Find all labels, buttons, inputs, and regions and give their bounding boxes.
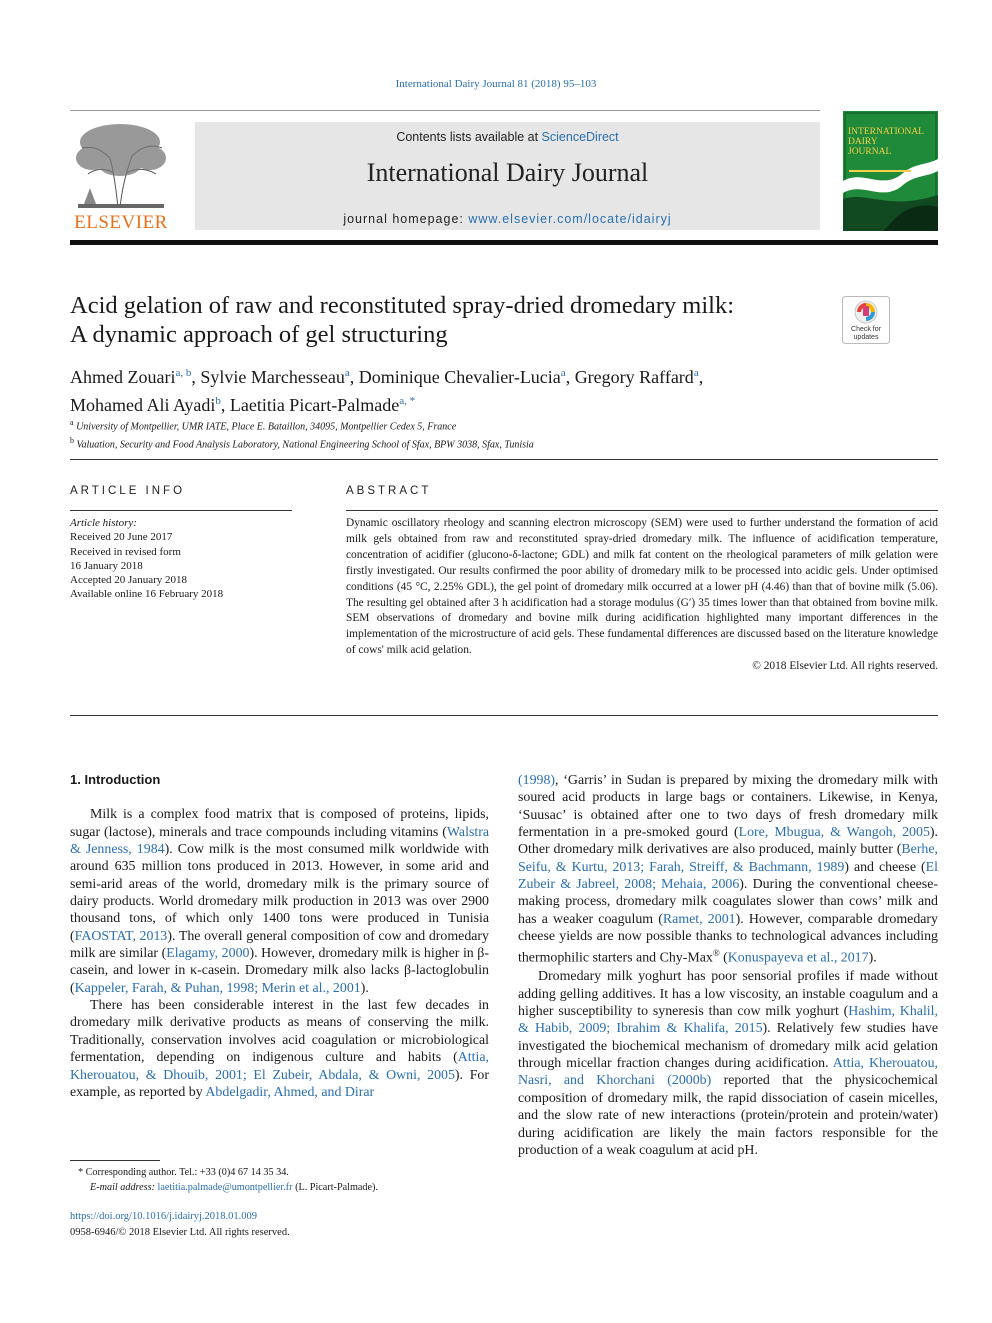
cover-title <box>848 127 934 157</box>
sciencedirect-link[interactable]: ScienceDirect <box>541 130 619 144</box>
text-run: ). However, dromedary milk is higher in β-casein, and lower in κ-casein. Dromedary milk also lacks β-lactoglobulin ( <box>70 946 489 996</box>
journal-name: International Dairy Journal <box>366 158 649 187</box>
history-item: Received 20 June 2017 <box>70 531 173 544</box>
text-run: ). Relatively few studies have investigated the biochemical mechanism of dromedary milk acid gelation through micellar fraction changes during acidification. <box>518 1021 938 1072</box>
citation-link[interactable]: Ramet, 2001 <box>662 911 736 927</box>
divider <box>346 510 938 511</box>
text-run: ). During the conventional cheese-making process, dromedary milk coagulates slower than cows’ milk and has a weaker coagulum ( <box>518 877 938 927</box>
text-run: ). Cow milk is the most consumed milk worldwide with around 635 million tons produced in 2013. However, in some arid and semi-arid areas of the world, dromedary milk is the primary source of dairy products. World dromedary milk production in 2013 was over 2900 thousand tons, of which only 1400 tons were produced in Tunisia ( <box>70 842 489 944</box>
email-line <box>70 1180 500 1195</box>
citation-link[interactable]: Hashim, Khalil, & Habib, 2009; Ibrahim & Khalifa, 2015 <box>518 1004 939 1037</box>
author[interactable]: Mohamed Ali Ayadi$^b$, <box>70 395 230 415</box>
issn-line: 0958-6946/© 2018 Elsevier Ltd. All rights reserved. <box>70 1227 290 1238</box>
text-run: ). For example, as reported by <box>70 1067 489 1100</box>
footnote <box>70 1165 500 1195</box>
affiliation: $^a$ University of Montpellier, UMR IATE, Place E. Bataillon, 34095, Montpellier Cedex 5, France <box>70 418 457 433</box>
superscript: ® <box>712 948 720 959</box>
citation-link[interactable]: Attia, Kherouatou, & Dhouib, 2001; El Zubeir, Abdala, & Owni, 2005 <box>70 1050 489 1083</box>
cover-title-line3: JOURNAL <box>848 147 892 157</box>
masthead-box <box>195 122 820 230</box>
author[interactable]: Sylvie Marchesseau$^a$, <box>200 367 359 387</box>
cover-title-line2: DAIRY <box>848 137 878 147</box>
citation-link[interactable]: Berhe, Seifu, & Kurtu, 2013; Farah, Streiff, & Bachmann, 1989 <box>518 842 938 875</box>
citation-link[interactable]: Abdelgadir, Ahmed, and Dirar <box>205 1084 375 1100</box>
history-item: Accepted 20 January 2018 <box>70 574 187 587</box>
citation-link[interactable]: (1998) <box>518 773 556 788</box>
text-run: ). <box>868 951 877 967</box>
body-column-right <box>518 772 938 1159</box>
text-run: Dromedary milk yoghurt has poor sensorial profiles if made without adding gelling additives. It has a low viscosity, an instable coagulum and a higher susceptibility to syneresis than cow milk yoghurt ( <box>518 969 938 1020</box>
citation-link[interactable]: Kappeler, Farah, & Puhan, 1998; Merin et al., 2001 <box>74 980 361 996</box>
citation-link[interactable]: Walstra & Jenness, 1984 <box>70 824 489 858</box>
text-run: ). <box>360 980 369 996</box>
cover-title-line1: INTERNATIONAL <box>848 127 924 137</box>
masthead-bottom-rule <box>70 240 938 245</box>
text-run: ). Other dromedary milk derivatives are also produced, mainly butter ( <box>518 825 939 858</box>
paragraph <box>70 997 489 1101</box>
citation-link[interactable]: Konuspayeva et al., 2017 <box>727 951 869 967</box>
citation-link[interactable]: Elagamy, 2000 <box>166 946 250 962</box>
author[interactable]: Laetitia Picart-Palmade$^{a, *}$ <box>229 395 416 415</box>
abstract <box>346 516 938 675</box>
text-run: ). The overall general composition of cow and dromedary milk are similar ( <box>70 928 489 962</box>
text-run: There has been considerable interest in the last few decades in dromedary milk derivative products as means of conserving the milk. Traditionally, conservation involves acid coagulation or microbiological fermentation, depending on indigenous culture and habits ( <box>70 998 489 1066</box>
doi-link[interactable]: https://doi.org/10.1016/j.idairyj.2018.01.009 <box>70 1211 258 1222</box>
masthead-top-rule <box>70 110 820 111</box>
footnote-rule <box>70 1160 160 1161</box>
author-list <box>70 361 830 417</box>
body-column-left <box>70 771 489 1101</box>
email-link[interactable]: laetitia.palmade@umontpellier.fr <box>157 1182 293 1193</box>
elsevier-wordmark: ELSEVIER <box>74 212 168 233</box>
text-run: Milk is a complex food matrix that is composed of proteins, lipids, sugar (lactose), minerals and trace compounds including vitamins ( <box>70 807 489 840</box>
divider <box>70 459 938 460</box>
email-label: E-mail address: <box>90 1182 158 1193</box>
affiliation: $^b$ Valuation, Security and Food Analysis Laboratory, National Engineering School of Sfax, BPW 3038, Sfax, Tunisia <box>70 436 534 451</box>
text-run: ) and cheese ( <box>844 859 926 875</box>
journal-cover-image[interactable] <box>843 111 938 231</box>
text-run: ). However, comparable dromedary cheese yields are now possible thanks to technological advances including thermophilic starters and Chy-Max <box>518 911 938 967</box>
history-item: 16 January 2018 <box>70 559 143 572</box>
article-history <box>70 516 300 602</box>
contents-prefix: Contents lists available at <box>396 130 542 144</box>
homepage-line <box>195 212 820 226</box>
email-suffix: (L. Picart-Palmade). <box>292 1182 378 1193</box>
author[interactable]: Dominique Chevalier-Lucia$^a$, <box>358 367 575 387</box>
running-head[interactable]: International Dairy Journal 81 (2018) 95–103 <box>395 78 597 90</box>
affiliations <box>70 416 870 453</box>
title-line-2: A dynamic approach of gel structuring <box>70 321 448 348</box>
check-for-updates-button[interactable] <box>842 296 890 344</box>
abstract-copyright: © 2018 Elsevier Ltd. All rights reserved. <box>752 660 938 673</box>
homepage-link[interactable]: www.elsevier.com/locate/idairyj <box>468 212 672 226</box>
article-info-heading: ARTICLE INFO <box>70 485 186 497</box>
citation-link[interactable]: El Zubeir & Jabreel, 2008; Mehaia, 2006 <box>518 859 938 893</box>
title-line-1: Acid gelation of raw and reconstituted spray-dried dromedary milk: <box>70 292 735 319</box>
text-run: , ‘Garris’ in Sudan is prepared by mixing the dromedary milk with soured acid products in large bags or containers. Likewise, in Kenya, ‘Suusac’ is obtained after one to two days of fresh dromedary milk fermentation in a pre-smoked gourd ( <box>518 773 938 841</box>
citation-link[interactable]: FAOSTAT, 2013 <box>74 928 168 944</box>
abstract-heading: ABSTRACT <box>346 485 432 497</box>
check-updates-line1: Check for <box>851 326 881 333</box>
divider <box>70 510 292 511</box>
corresponding-author-note: * Corresponding author. Tel.: +33 (0)4 67 14 35 34. <box>78 1167 289 1178</box>
divider <box>70 715 938 716</box>
paragraph <box>70 806 489 997</box>
section-heading-introduction: 1. Introduction <box>70 772 161 787</box>
history-item: Received in revised form <box>70 545 181 558</box>
citation-link[interactable]: Lore, Mbugua, & Wangoh, 2005 <box>738 825 930 841</box>
author[interactable]: Ahmed Zouari$^{a, b}$, <box>70 367 201 387</box>
contents-line <box>195 130 820 144</box>
text-run: reported that the physicochemical composition of dromedary milk, the rapid dissociation of casein micelles, and the slow rate of new interactions (protein/protein and protein/water) during acidification are likely the main factors responsible for the production of a weak coagulum at acid pH. <box>518 1073 938 1158</box>
citation-link[interactable]: Attia, Kherouatou, Nasri, and Khorchani (2000b) <box>518 1056 938 1089</box>
history-item: Available online 16 February 2018 <box>70 588 224 601</box>
history-label: Article history: <box>70 517 137 529</box>
check-updates-line2: updates <box>853 334 879 341</box>
article-title <box>70 291 830 349</box>
elsevier-logo[interactable] <box>70 118 172 236</box>
author[interactable]: Gregory Raffard$^a$, <box>574 367 704 387</box>
paragraph <box>518 968 938 1159</box>
abstract-body: Dynamic oscillatory rheology and scanning electron microscopy (SEM) were used to further understand the formation of acid milk gels obtained from raw and reconstituted spray-dried dromedary milk. The influence of acidification temperature, concentration of acidifier (glucono-δ-lactone; GDL) and milk fat content on the rheological parameters of milk gelation were firstly investigated. Our results confirmed the poor ability of dromedary milk to be processed into acidic gels. Under optimised conditions (45 °C, 2.25% GDL), the gel point of dromedary milk occurred at a lower pH (4.46) than that of bovine milk (5.06). The resulting gel obtained after 3 h acidification had a storage modulus (G′) 35 times lower than that obtained from bovine milk. SEM observations of dromedary and bovine milk during acidification highlighted many important differences in the implementation of the microstructure of acid gels. These fundamental differences are discussed based on the literature knowledge of cows' milk acid gelation. <box>346 517 938 657</box>
text-run: ( <box>719 951 728 967</box>
paragraph <box>518 772 938 967</box>
homepage-prefix: journal homepage: <box>343 212 469 226</box>
